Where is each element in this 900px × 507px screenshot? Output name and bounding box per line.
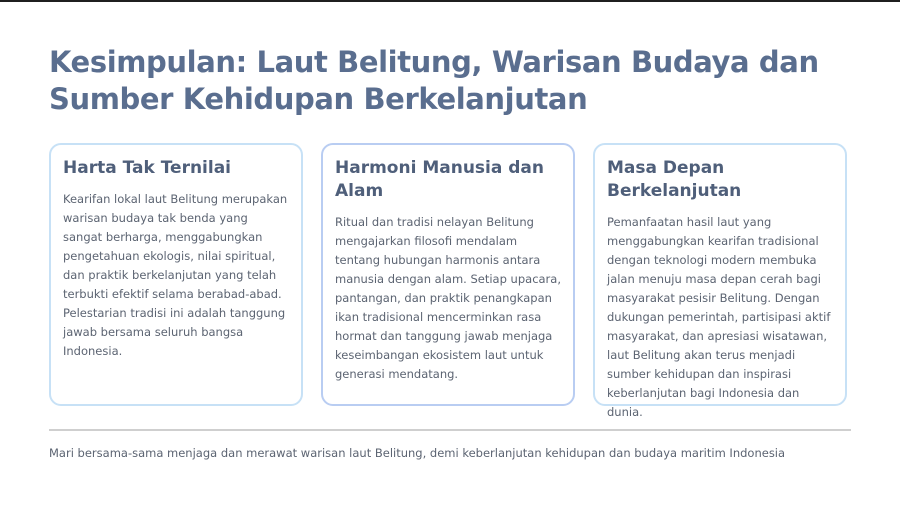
footer-text: Mari bersama-sama menjaga dan merawat warisan laut Belitung, demi keberlanjutan kehidupan dan budaya maritim Indonesia <box>49 446 786 460</box>
card-body-text: Ritual dan tradisi nelayan Belitung mengajarkan filosofi mendalam tentang hubungan harmonis antara manusia dengan alam. Setiap upacara, pantangan, dan praktik penangkapan ikan tradisional mencerminkan rasa hormat dan tanggung jawab menjaga keseimbangan ekosistem laut untuk generasi mendatang. <box>335 215 561 381</box>
card-heading: Harta Tak Ternilai <box>63 158 232 178</box>
card-masa-depan-berkelanjutan <box>593 143 847 419</box>
card-body-text: Kearifan lokal laut Belitung merupakan warisan budaya tak benda yang sangat berharga, menggabungkan pengetahuan ekologis, nilai spiritual, dan praktik berkelanjutan yang telah terbukti efektif selama berabad-abad. Pelestarian tradisi ini adalah tanggung jawab bersama seluruh bangsa Indonesia. <box>63 192 288 358</box>
card-heading: Masa Depan Berkelanjutan <box>607 158 742 201</box>
footer-divider <box>49 429 851 431</box>
card-harta-tak-ternilai <box>49 143 303 406</box>
card-body-text: Pemanfaatan hasil laut yang menggabungkan kearifan tradisional dengan teknologi modern membuka jalan menuju masa depan cerah bagi masyarakat pesisir Belitung. Dengan dukungan pemerintah, partisipasi aktif masyarakat, dan apresiasi wisatawan, laut Belitung akan terus menjadi sumber kehidupan dan inspirasi keberlanjutan bagi Indonesia dan dunia. <box>607 215 831 419</box>
card-heading: Harmoni Manusia dan Alam <box>335 158 544 201</box>
card-harmoni-manusia-dan-alam <box>321 143 575 406</box>
top-border-line <box>0 0 900 2</box>
page-title: Kesimpulan: Laut Belitung, Warisan Budaya dan Sumber Kehidupan Berkelanjutan <box>49 45 819 116</box>
